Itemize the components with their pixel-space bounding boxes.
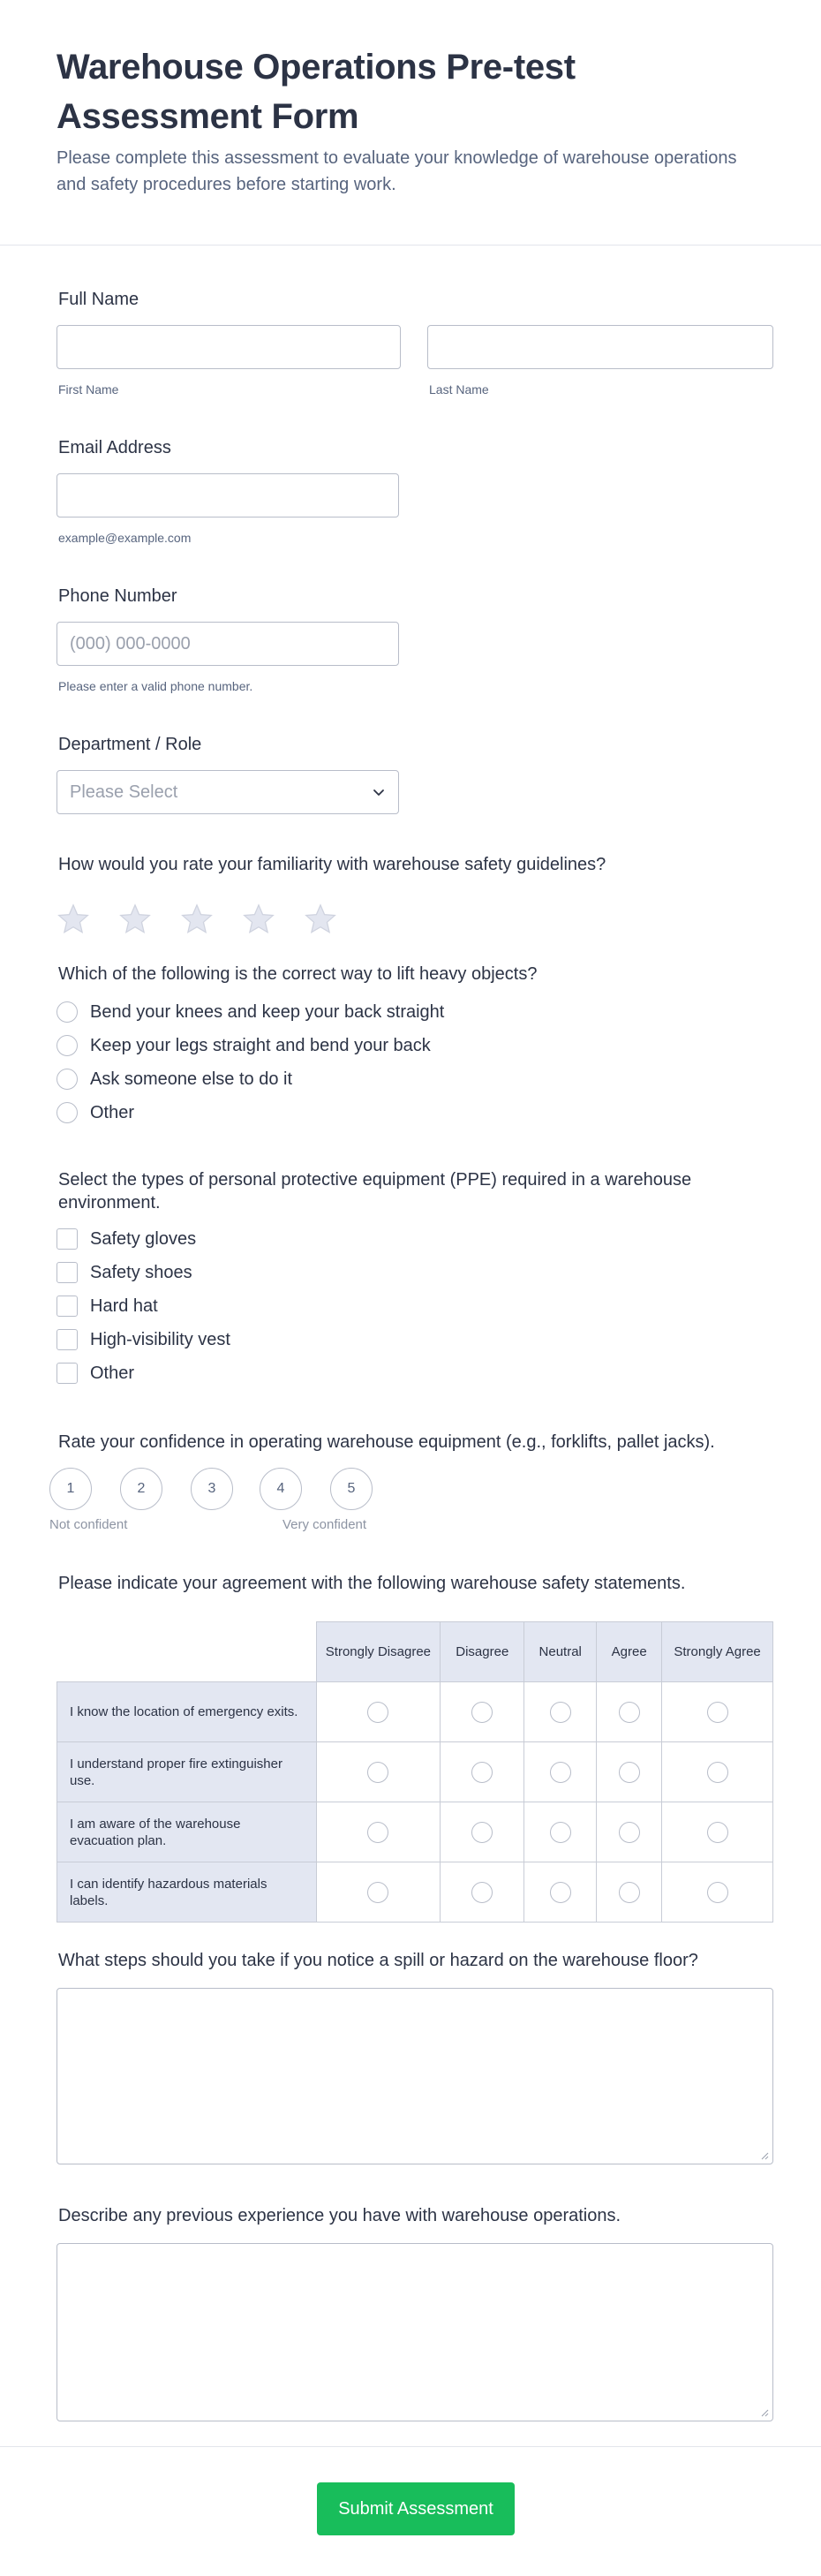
matrix-cell[interactable] [662,1862,773,1923]
checkbox-option[interactable] [56,1296,158,1317]
scale-option-1[interactable]: 1 [49,1468,92,1510]
radio-button[interactable] [619,1702,640,1723]
confidence-field [49,1431,773,1537]
page-subtitle: Please complete this assessment to evaluate your knowledge of warehouse operations and safety procedures before starting work. [56,148,737,194]
matrix-header-row [57,1622,773,1682]
matrix-cell[interactable] [662,1682,773,1742]
familiarity-field [56,853,773,941]
radio-button[interactable] [550,1702,571,1723]
matrix-column-header: Disagree [441,1622,524,1682]
radio-button[interactable] [471,1882,493,1903]
matrix-cell[interactable] [524,1802,597,1862]
matrix-cell[interactable] [441,1682,524,1742]
checkbox-option-label: Hard hat [90,1296,158,1316]
checkbox-option[interactable] [56,1329,230,1350]
form-footer [0,2446,821,2576]
radio-button[interactable] [367,1702,388,1723]
matrix-corner [57,1622,317,1682]
star-rating [56,903,337,936]
matrix-cell[interactable] [597,1742,662,1802]
checkbox[interactable] [56,1296,78,1317]
matrix-row [57,1802,773,1862]
radio-option[interactable] [56,1035,431,1056]
star-icon[interactable] [242,903,275,936]
star-icon[interactable] [180,903,214,936]
spill-label: What steps should you take if you notice a spill or hazard on the warehouse floor? [58,1951,698,1970]
radio-button[interactable] [367,1822,388,1843]
last-name-input[interactable] [427,325,773,369]
phone-field [56,585,773,699]
radio-button[interactable] [619,1882,640,1903]
checkbox[interactable] [56,1363,78,1384]
spill-field [56,1949,773,2170]
checkbox-option[interactable] [56,1228,196,1250]
scale-option-4[interactable]: 4 [260,1468,302,1510]
checkbox[interactable] [56,1329,78,1350]
confidence-label: Rate your confidence in operating warehouse equipment (e.g., forklifts, pallet jacks). [58,1432,715,1452]
checkbox[interactable] [56,1228,78,1250]
resize-grip-icon[interactable] [760,2151,769,2160]
matrix-cell[interactable] [524,1682,597,1742]
radio-button[interactable] [56,1001,78,1023]
checkbox-option-label: High-visibility vest [90,1329,230,1349]
last-name-sublabel: Last Name [429,382,489,397]
radio-button[interactable] [707,1762,728,1783]
radio-button[interactable] [619,1762,640,1783]
email-field [56,436,773,551]
matrix-row-label: I can identify hazardous materials labels. [57,1862,317,1923]
radio-button[interactable] [707,1702,728,1723]
radio-button[interactable] [471,1702,493,1723]
scale-option-3[interactable]: 3 [191,1468,233,1510]
form-header [0,0,821,246]
lifting-label: Which of the following is the correct way to lift heavy objects? [58,964,538,984]
phone-sublabel: Please enter a valid phone number. [58,679,253,693]
radio-button[interactable] [550,1762,571,1783]
matrix-cell[interactable] [524,1742,597,1802]
department-select[interactable] [56,770,399,814]
radio-button[interactable] [619,1822,640,1843]
checkbox-option[interactable] [56,1363,134,1384]
radio-button[interactable] [56,1069,78,1090]
matrix-cell[interactable] [662,1802,773,1862]
matrix-row [57,1742,773,1802]
radio-button[interactable] [550,1882,571,1903]
radio-option-label: Keep your legs straight and bend your back [90,1035,431,1055]
matrix-cell[interactable] [316,1742,441,1802]
first-name-sublabel: First Name [58,382,119,397]
checkbox-option-label: Safety gloves [90,1228,197,1249]
matrix-row-label: I understand proper fire extinguisher use. [57,1742,317,1802]
experience-field [56,2204,773,2425]
matrix-cell[interactable] [441,1862,524,1923]
submit-button[interactable]: Submit Assessment [317,2482,515,2535]
scale-low-label: Not confident [49,1517,128,1532]
checkbox-option-label: Other [90,1363,135,1383]
matrix-cell[interactable] [316,1802,441,1862]
lifting-field [56,963,773,1139]
department-selected-value: Please Select [70,782,178,802]
radio-option[interactable] [56,1102,134,1123]
matrix-cell[interactable] [597,1802,662,1862]
matrix-row-label: I know the location of emergency exits. [57,1682,317,1742]
radio-button[interactable] [707,1822,728,1843]
resize-grip-icon[interactable] [760,2408,769,2417]
agreement-label: Please indicate your agreement with the following warehouse safety statements. [58,1574,686,1593]
first-name-input[interactable] [56,325,401,369]
matrix-cell[interactable] [597,1862,662,1923]
phone-label: Phone Number [58,586,177,606]
star-icon[interactable] [118,903,152,936]
agreement-matrix [56,1621,773,1923]
radio-button[interactable] [471,1822,493,1843]
checkbox-option[interactable] [56,1262,192,1283]
page-title: Warehouse Operations Pre-test Assessment Form [56,48,576,136]
familiarity-label: How would you rate your familiarity with warehouse safety guidelines? [58,855,606,874]
experience-textarea[interactable] [56,2243,773,2421]
radio-button[interactable] [707,1882,728,1903]
matrix-row [57,1862,773,1923]
radio-option[interactable] [56,1001,444,1023]
matrix-cell[interactable] [524,1862,597,1923]
scale-option-2[interactable]: 2 [120,1468,162,1510]
matrix-cell[interactable] [662,1742,773,1802]
scale-high-label: Very confident [282,1517,367,1532]
radio-button[interactable] [56,1035,78,1056]
matrix-column-header: Strongly Agree [662,1622,773,1682]
full-name-label: Full Name [58,290,139,309]
agreement-field [56,1572,773,1916]
matrix-row-label: I am aware of the warehouse evacuation plan. [57,1802,317,1862]
radio-button[interactable] [550,1822,571,1843]
ppe-label: Select the types of personal protective equipment (PPE) required in a warehouse environment. [58,1170,692,1212]
scale-option-5[interactable]: 5 [330,1468,373,1510]
spill-textarea[interactable] [56,1988,773,2164]
radio-option[interactable] [56,1069,292,1090]
radio-option-label: Bend your knees and keep your back straight [90,1001,445,1022]
radio-button[interactable] [367,1882,388,1903]
radio-option-label: Other [90,1102,135,1122]
matrix-cell[interactable] [316,1862,441,1923]
phone-input[interactable] [56,622,399,666]
radio-option-label: Ask someone else to do it [90,1069,293,1089]
chevron-down-icon [372,785,386,799]
matrix-column-header: Neutral [524,1622,597,1682]
star-icon[interactable] [304,903,337,936]
matrix-column-header: Agree [597,1622,662,1682]
department-label: Department / Role [58,735,202,754]
full-name-field [56,288,773,403]
ppe-field [56,1168,773,1389]
matrix-cell[interactable] [316,1682,441,1742]
matrix-column-header: Strongly Disagree [316,1622,441,1682]
checkbox-option-label: Safety shoes [90,1262,192,1282]
star-icon[interactable] [56,903,90,936]
department-field [56,733,773,821]
radio-button[interactable] [471,1762,493,1783]
matrix-cell[interactable] [597,1682,662,1742]
radio-button[interactable] [56,1102,78,1123]
matrix-cell[interactable] [441,1742,524,1802]
experience-label: Describe any previous experience you have with warehouse operations. [58,2206,621,2225]
radio-button[interactable] [367,1762,388,1783]
email-label: Email Address [58,438,171,457]
email-sublabel: example@example.com [58,531,192,545]
email-input[interactable] [56,473,399,517]
checkbox[interactable] [56,1262,78,1283]
matrix-row [57,1682,773,1742]
matrix-cell[interactable] [441,1802,524,1862]
